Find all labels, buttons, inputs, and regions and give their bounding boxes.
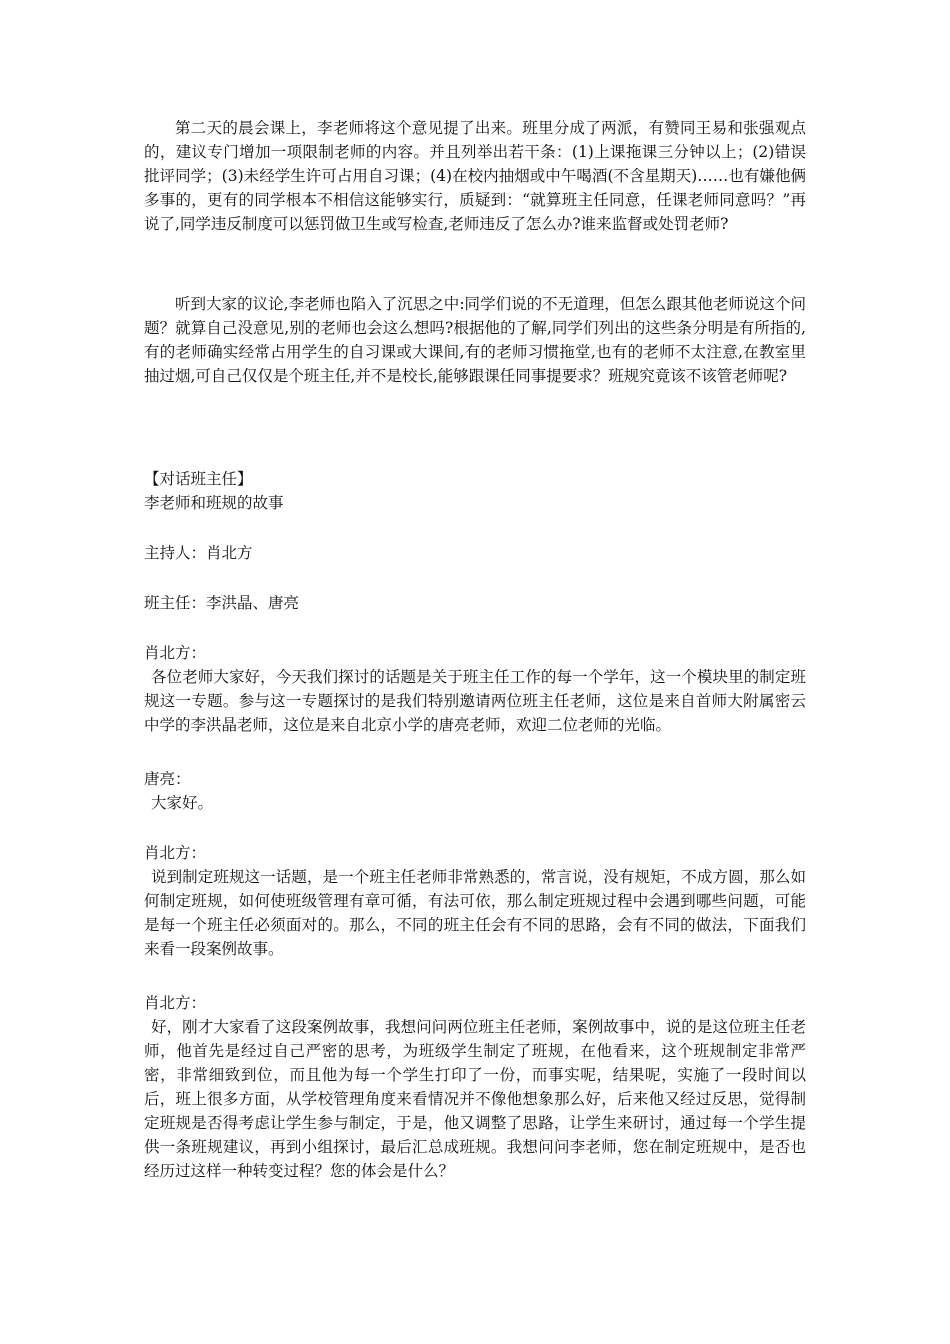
section-title: 【对话班主任】 [144,470,253,488]
story-paragraph-2: 听到大家的议论,李老师也陷入了沉思之中:同学们说的不无道理，但怎么跟其他老师说这个问题？就算自己没意见,别的老师也会这么想吗?根据他的了解,同学们列出的这些条分明是有所指的,有的老师确实经常占用学生的自习课或大课间,有的老师习惯拖堂,也有的老师不太注意,在教室里抽过烟,可自己仅仅是个班主任,并不是校长,能够跟课任同事提要求？班规究竟该不该管老师呢? [144,295,806,385]
speech-text: 说到制定班规这一话题，是一个班主任老师非常熟悉的，常言说，没有规矩，不成方圆，那么如何制定班规，如何使班级管理有章可循，有法可依，那么制定班规过程中会遇到哪些问题，可能是每一个班主任必须面对的。那么，不同的班主任会有不同的思路，会有不同的做法，下面我们来看一段案例故事。 [144,868,806,958]
speech-text: 各位老师大家好，今天我们探讨的话题是关于班主任工作的每一个学年，这一个模块里的制定班规这一专题。参与这一专题探讨的是我们特别邀请两位班主任老师，这位是来自首师大附属密云中学的李洪晶老师，这位是来自北京小学的唐亮老师，欢迎二位老师的光临。 [144,668,806,734]
speech-text: 好，刚才大家看了这段案例故事，我想问问两位班主任老师，案例故事中，说的是这位班主任老师，他首先是经过自己严密的思考，为班级学生制定了班规，在他看来，这个班规制定非常严密，非常细致到位，而且他为每一个学生打印了一份，而事实呢，结果呢，实施了一段时间以后，班上很多方面，从学校管理角度来看情况并不像他想象那么好，后来他又经过反思，觉得制定班规是否得考虑让学生参与制定，于是，他又调整了思路，让学生来研讨，通过每一个学生提供一条班规建议，再到小组探讨，最后汇总成班规。我想问问李老师，您在制定班规中，是否也经历过这样一种转变过程？您的体会是什么？ [144,1018,806,1180]
dialogue-subtitle: 李老师和班规的故事 [144,494,284,512]
story-paragraph-1: 第二天的晨会课上，李老师将这个意见提了出来。班里分成了两派，有赞同王易和张强观点的，建议专门增加一项限制老师的内容。并且列举出若干条：(1)上课拖课三分钟以上；(2)错误批评同学；(3)未经学生许可占用自习课；(4)在校内抽烟或中午喝酒(不含星期天)……也有嫌他俩多事的，更有的同学根本不相信这能够实行，质疑到：“就算班主任同意，任课老师同意吗？”再说了,同学违反制度可以惩罚做卫生或写检查,老师违反了怎么办?谁来监督或处罚老师? [144,119,806,233]
teachers-line: 班主任：李洪晶、唐亮 [144,594,300,612]
speech-text: 大家好。 [150,794,213,812]
speaker-label: 肖北方： [144,644,207,662]
speaker-label: 肖北方： [144,994,207,1012]
host-line: 主持人：肖北方 [144,544,253,562]
speaker-label: 肖北方： [144,844,207,862]
speaker-label: 唐亮： [144,770,191,788]
